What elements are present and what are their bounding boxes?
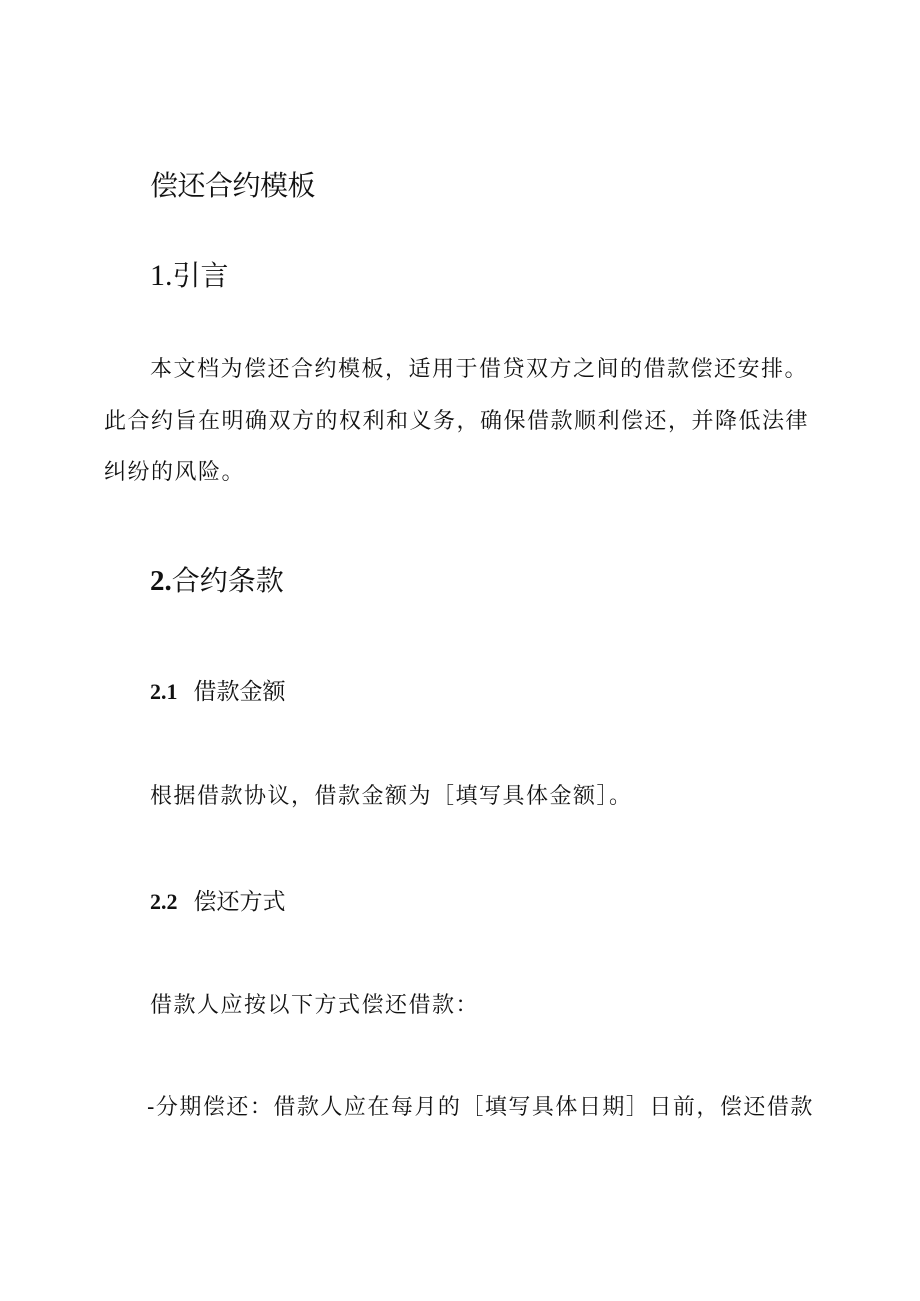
section-1-heading	[150, 254, 229, 294]
intro-paragraph-line-2: 此合约旨在明确双方的权利和义务，确保借款顺利偿还，并降低法律	[104, 409, 810, 434]
loan-amount-text: 根据借款协议，借款金额为［填写具体金额］。	[150, 784, 633, 809]
subsection-2-2-number: 2.2	[150, 889, 178, 914]
subsection-2-2-title: 偿还方式	[193, 889, 286, 915]
intro-paragraph-line-3: 纠纷的风险。	[104, 460, 246, 485]
subsection-2-1-heading	[150, 673, 286, 706]
section-2-heading	[150, 559, 284, 599]
subsection-2-1-title: 借款金额	[193, 679, 286, 705]
document-title: 偿还合约模板	[150, 169, 316, 202]
section-2-title: 合约条款	[171, 564, 284, 597]
subsection-2-1-number: 2.1	[150, 679, 178, 704]
section-2-number: 2.	[150, 565, 172, 597]
section-1-title: 引言	[172, 259, 229, 292]
repayment-intro-text: 借款人应按以下方式偿还借款：	[150, 993, 480, 1018]
subsection-2-2-heading	[150, 883, 286, 916]
section-1-number: 1.	[150, 259, 173, 292]
installment-item-text: -分期偿还：借款人应在每月的［填写具体日期］日前，偿还借款	[147, 1095, 814, 1120]
intro-paragraph-line-1: 本文档为偿还合约模板，适用于借贷双方之间的借款偿还安排。	[150, 357, 809, 382]
